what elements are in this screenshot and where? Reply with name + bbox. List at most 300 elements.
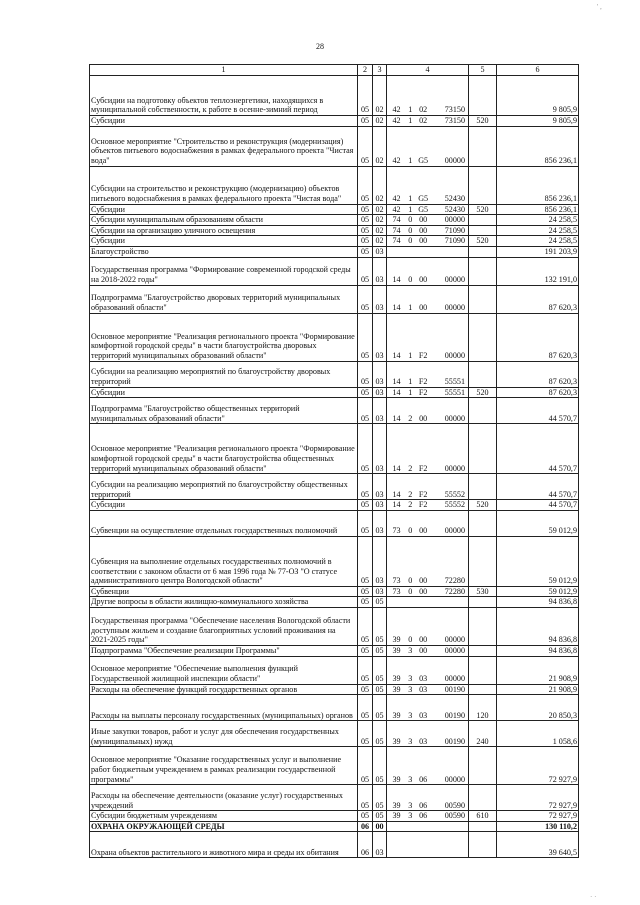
row-section: 05	[358, 257, 373, 285]
row-subsection: 05	[373, 785, 387, 811]
row-target-code-part: 55551	[444, 376, 465, 386]
row-amount: 130 110,2	[497, 821, 579, 832]
row-target-code-part: 00	[419, 302, 428, 312]
row-expense-type	[469, 474, 497, 500]
row-section: 05	[358, 398, 373, 424]
row-target-code-part: 00	[419, 215, 428, 225]
row-expense-type	[469, 536, 497, 586]
row-section: 05	[358, 510, 373, 536]
header-col-4: 4	[387, 65, 469, 76]
row-name: Субвенции на осуществление отдельных государственных полномочий	[90, 510, 358, 536]
row-target-code	[387, 510, 469, 536]
row-expense-type	[469, 597, 497, 608]
row-subsection: 02	[373, 225, 387, 236]
row-target-code-part: 39	[392, 645, 401, 655]
row-name: Охрана объектов растительного и животного мира и среды их обитания	[90, 832, 358, 858]
row-target-code-part: 73	[392, 526, 401, 536]
row-target-code-part: 1	[408, 204, 413, 214]
row-target-code-part: 1	[408, 376, 413, 386]
row-subsection: 03	[373, 313, 387, 361]
row-section: 05	[358, 166, 373, 204]
row-target-code	[387, 645, 469, 656]
table-row	[90, 236, 579, 247]
row-subsection: 02	[373, 76, 387, 116]
row-name: Субсидии на реализацию мероприятий по благоустройству дворовых территорий	[90, 361, 358, 387]
row-target-code-part: 14	[392, 387, 401, 397]
row-target-code-part: 00000	[444, 413, 465, 423]
row-subsection: 03	[373, 424, 387, 474]
row-target-code-part: 39	[392, 684, 401, 694]
row-subsection: 03	[373, 500, 387, 511]
row-subsection: 05	[373, 811, 387, 822]
row-subsection: 03	[373, 257, 387, 285]
row-expense-type	[469, 607, 497, 645]
row-name: ОХРАНА ОКРУЖАЮЩЕЙ СРЕДЫ	[90, 821, 358, 832]
row-target-code-part: 0	[408, 526, 413, 536]
row-target-code	[387, 236, 469, 247]
row-section: 05	[358, 225, 373, 236]
row-target-code-part: 14	[392, 463, 401, 473]
row-target-code-part: 39	[392, 774, 401, 784]
row-target-code	[387, 76, 469, 116]
row-target-code	[387, 695, 469, 721]
row-subsection: 03	[373, 586, 387, 597]
table-row	[90, 285, 579, 313]
row-subsection: 00	[373, 821, 387, 832]
row-target-code-part: 02	[419, 116, 428, 125]
row-expense-type	[469, 656, 497, 684]
row-amount: 856 236,1	[497, 126, 579, 166]
row-target-code	[387, 116, 469, 127]
table-row	[90, 313, 579, 361]
row-target-code-part: 3	[408, 673, 413, 683]
row-section: 05	[358, 236, 373, 247]
row-target-code-part: 73	[392, 576, 401, 586]
row-target-code-part: 0	[408, 586, 413, 596]
row-expense-type: 610	[469, 811, 497, 822]
row-amount: 44 570,7	[497, 424, 579, 474]
row-target-code	[387, 821, 469, 832]
row-target-code	[387, 257, 469, 285]
table-row	[90, 597, 579, 608]
row-target-code-part: 00000	[444, 215, 465, 225]
row-amount: 9 805,9	[497, 76, 579, 116]
row-subsection: 02	[373, 236, 387, 247]
row-target-code-part: 00000	[444, 526, 465, 536]
row-amount: 44 570,7	[497, 398, 579, 424]
row-amount: 59 012,9	[497, 510, 579, 536]
row-target-code-part: 00000	[444, 350, 465, 360]
row-name: Субсидии	[90, 116, 358, 127]
row-name: Государственная программа "Обеспечение населения Вологодской области доступным жильем и создание благоприятных условий проживания на 2021-2025 годы"	[90, 607, 358, 645]
header-col-6: 6	[497, 65, 579, 76]
row-amount: 72 927,9	[497, 747, 579, 785]
row-target-code	[387, 536, 469, 586]
row-target-code-part: 2	[408, 463, 413, 473]
row-target-code-part: 52430	[444, 204, 465, 214]
row-expense-type	[469, 166, 497, 204]
row-amount: 132 191,0	[497, 257, 579, 285]
row-amount: 856 236,1	[497, 204, 579, 215]
row-name: Субсидии на строительство и реконструкцию (модернизацию) объектов питьевого водоснабжения в рамках федерального проекта "Чистая вода"	[90, 166, 358, 204]
row-target-code-part: 1	[408, 156, 413, 165]
row-amount: 856 236,1	[497, 166, 579, 204]
row-target-code-part: 73150	[444, 116, 465, 125]
row-target-code-part: G5	[418, 204, 429, 214]
row-target-code	[387, 246, 469, 257]
row-target-code-part: F2	[418, 500, 428, 510]
row-target-code-part: 00190	[444, 710, 465, 720]
row-target-code-part: 74	[392, 225, 401, 235]
row-section: 05	[358, 361, 373, 387]
row-target-code	[387, 721, 469, 747]
table-row	[90, 474, 579, 500]
row-expense-type	[469, 215, 497, 226]
table-row	[90, 215, 579, 226]
row-section: 05	[358, 204, 373, 215]
row-subsection: 03	[373, 398, 387, 424]
row-amount: 44 570,7	[497, 474, 579, 500]
row-target-code	[387, 215, 469, 226]
row-amount: 59 012,9	[497, 586, 579, 597]
row-target-code-part: 1	[408, 387, 413, 397]
row-name: Основное мероприятие "Строительство и реконструкция (модернизация) объектов питьевого водоснабжения в рамках федерального проекта "Чистая вода"	[90, 126, 358, 166]
row-target-code-part: 0	[408, 576, 413, 586]
row-section: 05	[358, 126, 373, 166]
row-target-code-part: 0	[408, 225, 413, 235]
table-row	[90, 645, 579, 656]
row-target-code-part: 39	[392, 710, 401, 720]
row-subsection: 05	[373, 695, 387, 721]
row-section: 05	[358, 285, 373, 313]
row-expense-type	[469, 832, 497, 858]
header-col-5: 5	[469, 65, 497, 76]
row-section: 05	[358, 597, 373, 608]
row-section: 05	[358, 76, 373, 116]
row-amount: 24 258,5	[497, 225, 579, 236]
row-target-code-part: 00	[419, 586, 428, 596]
table-header-row	[90, 65, 579, 76]
row-amount: 39 640,5	[497, 832, 579, 858]
table-row	[90, 785, 579, 811]
row-target-code-part: 00000	[444, 302, 465, 312]
row-name: Субсидии	[90, 204, 358, 215]
row-target-code-part: 3	[408, 684, 413, 694]
row-target-code-part: 72280	[444, 586, 465, 596]
row-name: Субсидии на реализацию мероприятий по благоустройству общественных территорий	[90, 474, 358, 500]
row-expense-type	[469, 684, 497, 695]
row-target-code-part: 00	[419, 236, 428, 246]
row-target-code-part: 00190	[444, 736, 465, 746]
table-row	[90, 257, 579, 285]
row-target-code-part: 0	[408, 274, 413, 284]
row-section: 05	[358, 586, 373, 597]
row-subsection: 02	[373, 126, 387, 166]
row-target-code-part: 3	[408, 774, 413, 784]
row-target-code-part: 02	[419, 105, 428, 115]
row-name: Основное мероприятие "Реализация регионального проекта "Формирование комфортной городской среды" в части благоустройства общественных территорий муниципальных образований области"	[90, 424, 358, 474]
row-target-code-part: 14	[392, 376, 401, 386]
row-name: Подпрограмма "Благоустройство общественных территорий муниципальных образований области"	[90, 398, 358, 424]
row-amount: 94 836,8	[497, 607, 579, 645]
row-target-code	[387, 747, 469, 785]
row-section: 05	[358, 656, 373, 684]
row-target-code-part: 14	[392, 500, 401, 510]
table-row	[90, 747, 579, 785]
row-target-code	[387, 204, 469, 215]
row-subsection: 02	[373, 116, 387, 127]
row-target-code-part: 00	[419, 225, 428, 235]
table-row	[90, 387, 579, 398]
table-row	[90, 695, 579, 721]
row-expense-type	[469, 313, 497, 361]
row-amount: 94 836,8	[497, 645, 579, 656]
row-target-code-part: 39	[392, 673, 401, 683]
scan-mark: · ·	[590, 893, 597, 901]
row-target-code-part: 1	[408, 194, 413, 203]
scan-mark: ' ,	[597, 3, 602, 11]
row-target-code-part: 72280	[444, 576, 465, 586]
row-section: 05	[358, 536, 373, 586]
row-target-code-part: 00000	[444, 673, 465, 683]
page-number: 28	[316, 42, 324, 51]
table-row	[90, 166, 579, 204]
row-name: Основное мероприятие "Оказание государственных услуг и выполнение работ бюджетным учреждением в рамках реализации государственной программы"	[90, 747, 358, 785]
row-name: Иные закупки товаров, работ и услуг для обеспечения государственных (муниципальных) нужд	[90, 721, 358, 747]
row-amount: 87 620,3	[497, 313, 579, 361]
row-target-code-part: 39	[392, 635, 401, 645]
row-target-code	[387, 500, 469, 511]
row-expense-type	[469, 821, 497, 832]
row-amount: 94 836,8	[497, 597, 579, 608]
row-section: 05	[358, 645, 373, 656]
row-expense-type	[469, 285, 497, 313]
row-target-code-part: 3	[408, 800, 413, 810]
row-name: Субвенции	[90, 586, 358, 597]
row-target-code	[387, 785, 469, 811]
row-target-code-part: 3	[408, 736, 413, 746]
row-target-code-part: 00	[419, 526, 428, 536]
row-subsection: 05	[373, 721, 387, 747]
row-target-code-part: 71090	[444, 225, 465, 235]
row-expense-type	[469, 257, 497, 285]
row-expense-type: 520	[469, 387, 497, 398]
row-expense-type	[469, 510, 497, 536]
row-name: Субсидии на организацию уличного освещения	[90, 225, 358, 236]
table-row	[90, 656, 579, 684]
row-target-code	[387, 684, 469, 695]
row-target-code-part: F2	[418, 463, 428, 473]
row-target-code-part: 73	[392, 586, 401, 596]
row-target-code-part: 00000	[444, 774, 465, 784]
table-row	[90, 361, 579, 387]
row-target-code-part: 2	[408, 489, 413, 499]
row-target-code	[387, 832, 469, 858]
row-target-code-part: 42	[392, 105, 401, 115]
row-name: Основное мероприятие "Реализация регионального проекта "Формирование комфортной городской среды" в части благоустройства дворовых территорий муниципальных образований области"	[90, 313, 358, 361]
row-target-code-part: 55552	[444, 500, 465, 510]
row-target-code-part: 00000	[444, 635, 465, 645]
row-subsection: 05	[373, 747, 387, 785]
row-target-code-part: 06	[419, 800, 428, 810]
row-expense-type	[469, 246, 497, 257]
row-subsection: 03	[373, 510, 387, 536]
row-target-code-part: 14	[392, 489, 401, 499]
row-amount: 44 570,7	[497, 500, 579, 511]
row-subsection: 03	[373, 832, 387, 858]
row-expense-type	[469, 645, 497, 656]
row-target-code-part: 00190	[444, 684, 465, 694]
row-target-code-part: 03	[419, 673, 428, 683]
table-row	[90, 225, 579, 236]
row-target-code-part: 00	[419, 274, 428, 284]
table-row	[90, 424, 579, 474]
table-row	[90, 246, 579, 257]
row-target-code-part: 14	[392, 413, 401, 423]
table-row	[90, 500, 579, 511]
row-section: 05	[358, 721, 373, 747]
row-target-code	[387, 656, 469, 684]
table-row	[90, 684, 579, 695]
row-section: 05	[358, 747, 373, 785]
row-section: 05	[358, 387, 373, 398]
row-target-code	[387, 166, 469, 204]
row-amount: 87 620,3	[497, 361, 579, 387]
row-subsection: 02	[373, 166, 387, 204]
row-target-code	[387, 607, 469, 645]
row-target-code-part: 74	[392, 236, 401, 246]
table-row	[90, 586, 579, 597]
row-subsection: 05	[373, 597, 387, 608]
row-target-code-part: 42	[392, 116, 401, 125]
row-target-code	[387, 474, 469, 500]
table-row	[90, 832, 579, 858]
row-amount: 21 908,9	[497, 656, 579, 684]
row-target-code	[387, 597, 469, 608]
table-row	[90, 607, 579, 645]
row-target-code-part: 00590	[444, 800, 465, 810]
row-section: 05	[358, 811, 373, 822]
row-amount: 24 258,5	[497, 215, 579, 226]
row-expense-type	[469, 76, 497, 116]
row-target-code-part: 1	[408, 350, 413, 360]
row-expense-type	[469, 398, 497, 424]
row-amount: 72 927,9	[497, 785, 579, 811]
row-target-code-part: 71090	[444, 236, 465, 246]
header-col-3: 3	[373, 65, 387, 76]
row-target-code-part: 74	[392, 215, 401, 225]
row-target-code-part: 2	[408, 500, 413, 510]
row-subsection: 05	[373, 607, 387, 645]
row-subsection: 02	[373, 204, 387, 215]
table-row	[90, 811, 579, 822]
row-name: Субсидии	[90, 236, 358, 247]
row-target-code-part: 42	[392, 204, 401, 214]
row-target-code-part: 00000	[444, 645, 465, 655]
row-target-code	[387, 361, 469, 387]
table-row	[90, 76, 579, 116]
row-target-code	[387, 387, 469, 398]
row-target-code	[387, 398, 469, 424]
table-row	[90, 821, 579, 832]
row-target-code-part: 00	[419, 645, 428, 655]
row-section: 06	[358, 832, 373, 858]
row-subsection: 03	[373, 285, 387, 313]
row-target-code-part: 1	[408, 116, 413, 125]
row-target-code-part: 42	[392, 194, 401, 203]
table-row	[90, 204, 579, 215]
row-amount: 24 258,5	[497, 236, 579, 247]
row-name: Субсидии муниципальным образованиям области	[90, 215, 358, 226]
row-target-code-part: F2	[418, 376, 428, 386]
row-target-code-part: G5	[418, 156, 429, 165]
row-target-code-part: 73150	[444, 105, 465, 115]
row-name: Субсидии на подготовку объектов теплоэнергетики, находящихся в муниципальной собственности, к работе в осенне-зимний период	[90, 76, 358, 116]
row-target-code-part: 55551	[444, 387, 465, 397]
table-row	[90, 116, 579, 127]
row-expense-type: 520	[469, 116, 497, 127]
row-section: 05	[358, 313, 373, 361]
row-subsection: 05	[373, 656, 387, 684]
row-target-code-part: 55552	[444, 489, 465, 499]
row-target-code-part: F2	[418, 489, 428, 499]
row-target-code-part: 42	[392, 156, 401, 165]
row-name: Расходы на обеспечение деятельности (оказание услуг) государственных учреждений	[90, 785, 358, 811]
row-target-code-part: 00000	[444, 274, 465, 284]
row-target-code-part: 14	[392, 350, 401, 360]
row-name: Субсидии бюджетным учреждениям	[90, 811, 358, 822]
row-name: Расходы на выплаты персоналу государственных (муниципальных) органов	[90, 695, 358, 721]
row-target-code-part: 00	[419, 576, 428, 586]
row-target-code-part: 00	[419, 635, 428, 645]
row-subsection: 05	[373, 645, 387, 656]
row-section: 05	[358, 424, 373, 474]
row-target-code-part: 3	[408, 710, 413, 720]
row-section: 05	[358, 500, 373, 511]
row-expense-type	[469, 225, 497, 236]
row-target-code-part: 00000	[444, 156, 465, 165]
table-row	[90, 126, 579, 166]
row-target-code-part: 0	[408, 635, 413, 645]
table-row	[90, 510, 579, 536]
row-expense-type: 120	[469, 695, 497, 721]
row-expense-type	[469, 747, 497, 785]
row-target-code-part: 06	[419, 774, 428, 784]
row-expense-type: 520	[469, 204, 497, 215]
row-section: 05	[358, 684, 373, 695]
row-target-code-part: 52430	[444, 194, 465, 203]
row-section: 05	[358, 695, 373, 721]
row-target-code	[387, 225, 469, 236]
row-target-code-part: 00	[419, 413, 428, 423]
row-target-code-part: 2	[408, 413, 413, 423]
row-target-code	[387, 811, 469, 822]
row-target-code-part: G5	[418, 194, 429, 203]
row-expense-type	[469, 361, 497, 387]
row-target-code-part: 0	[408, 236, 413, 246]
row-section: 05	[358, 785, 373, 811]
row-name: Субсидии	[90, 387, 358, 398]
row-section: 05	[358, 215, 373, 226]
row-target-code-part: 06	[419, 811, 428, 821]
row-expense-type: 520	[469, 500, 497, 511]
row-target-code	[387, 424, 469, 474]
row-amount: 87 620,3	[497, 387, 579, 398]
row-section: 06	[358, 821, 373, 832]
row-amount: 1 058,6	[497, 721, 579, 747]
row-target-code-part: F2	[418, 350, 428, 360]
row-subsection: 03	[373, 361, 387, 387]
